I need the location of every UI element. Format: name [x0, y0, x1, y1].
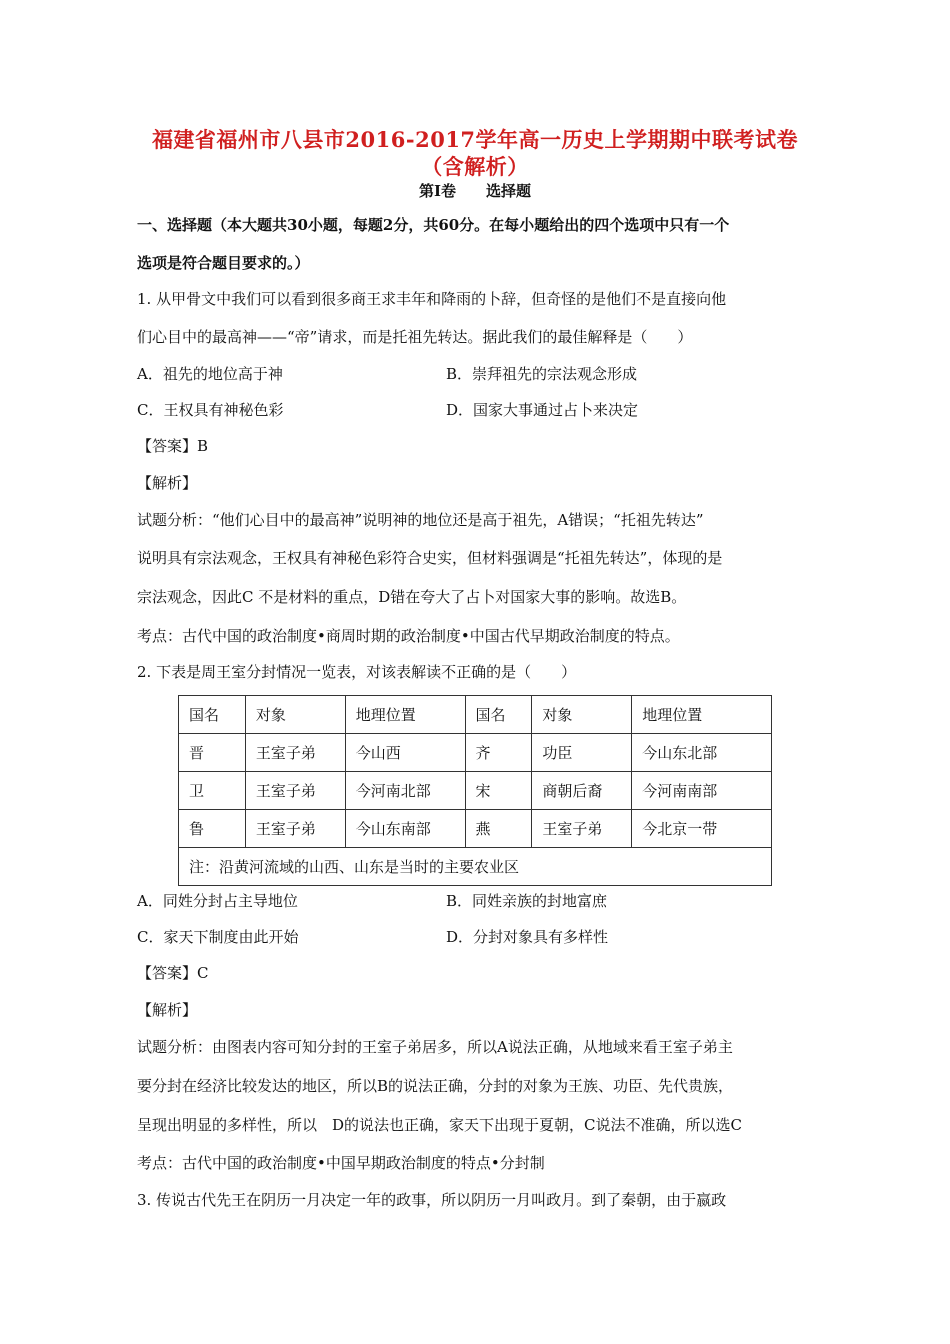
q2-analysis-line2: 要分封在经济比较发达的地区，所以B的说法正确，分封的对象为王族、功臣、先代贵族，: [137, 1077, 734, 1095]
q1-stem-line2: 们心目中的最高神——“帝”请求，而是托祖先转达。据此我们的最佳解释是（ ）: [137, 328, 693, 346]
table-cell: 燕: [465, 810, 532, 848]
table-cell: 齐: [465, 734, 532, 772]
table-cell: 今北京一带: [632, 810, 772, 848]
table-header-cell: 对象: [532, 696, 632, 734]
table-header-cell: 国名: [465, 696, 532, 734]
q2-kaodian: 考点：古代中国的政治制度•中国早期政治制度的特点•分封制: [137, 1154, 545, 1172]
q1-analysis-label: 【解析】: [137, 474, 198, 492]
part-label: 第Ⅰ卷 选择题: [418, 182, 532, 200]
q1-analysis-line3: 宗法观念，因此C 不是材料的重点，D错在夸大了占卜对国家大事的影响。故选B。: [137, 588, 687, 606]
table-cell: 今山东北部: [632, 734, 772, 772]
fengjian-table: [178, 695, 772, 886]
q2-option-b: B．同姓亲族的封地富庶: [446, 892, 608, 910]
table-cell: 今河南南部: [632, 772, 772, 810]
table-cell: 王室子弟: [532, 810, 632, 848]
q2-answer: 【答案】C: [137, 964, 209, 982]
q2-analysis-line1: 试题分析：由图表内容可知分封的王室子弟居多，所以A说法正确，从地域来看王室子弟主: [137, 1038, 733, 1056]
q3-stem-line1: 3. 传说古代先王在阴历一月决定一年的政事，所以阴历一月叫政月。到了秦朝，由于嬴政: [137, 1191, 727, 1209]
table-note-row: [179, 848, 772, 886]
q2-stem: 2. 下表是周王室分封情况一览表，对该表解读不正确的是（ ）: [137, 663, 577, 681]
table-cell: 王室子弟: [245, 810, 345, 848]
table-cell: 王室子弟: [245, 772, 345, 810]
q1-option-d: D．国家大事通过占卜来决定: [446, 401, 639, 419]
table-cell: 今河南北部: [345, 772, 465, 810]
table-header-cell: 国名: [179, 696, 246, 734]
table-cell: 鲁: [179, 810, 246, 848]
table-row: [179, 810, 772, 848]
q2-option-c: C．家天下制度由此开始: [137, 928, 299, 946]
table-header-cell: 地理位置: [345, 696, 465, 734]
q1-answer: 【答案】B: [137, 437, 209, 455]
table-header-cell: 地理位置: [632, 696, 772, 734]
table-cell: 今山东南部: [345, 810, 465, 848]
table-cell: 宋: [465, 772, 532, 810]
q1-stem-line1: 1. 从甲骨文中我们可以看到很多商王求丰年和降雨的卜辞，但奇怪的是他们不是直接向他: [137, 290, 727, 308]
table-cell: 商朝后裔: [532, 772, 632, 810]
q1-kaodian: 考点：古代中国的政治制度•商周时期的政治制度•中国古代早期政治制度的特点。: [137, 627, 680, 645]
q1-option-c: C．王权具有神秘色彩: [137, 401, 284, 419]
table-note: 注：沿黄河流域的山西、山东是当时的主要农业区: [179, 848, 772, 886]
table-header-row: [179, 696, 772, 734]
table-cell: 晋: [179, 734, 246, 772]
table-row: [179, 734, 772, 772]
table-cell: 功臣: [532, 734, 632, 772]
q2-analysis-label: 【解析】: [137, 1001, 198, 1019]
q2-option-d: D．分封对象具有多样性: [446, 928, 609, 946]
q1-option-b: B．崇拜祖先的宗法观念形成: [446, 365, 638, 383]
table-cell: 王室子弟: [245, 734, 345, 772]
q1-analysis-line2: 说明具有宗法观念，王权具有神秘色彩符合史实，但材料强调是“托祖先转达”，体现的是: [137, 549, 723, 567]
q1-analysis-line1: 试题分析：“他们心目中的最高神”说明神的地位还是高于祖先，A错误；“托祖先转达”: [137, 511, 704, 529]
q1-option-a: A．祖先的地位高于神: [137, 365, 283, 383]
q2-option-a: A．同姓分封占主导地位: [137, 892, 298, 910]
q2-analysis-line3: 呈现出明显的多样性，所以 D的说法也正确，家天下出现于夏朝，C说法不准确，所以选C: [137, 1116, 742, 1134]
table-cell: 今山西: [345, 734, 465, 772]
table-cell: 卫: [179, 772, 246, 810]
doc-title-line1: 福建省福州市八县市2016-2017学年高一历史上学期期中联考试卷: [151, 127, 799, 152]
table-row: [179, 772, 772, 810]
table-header-cell: 对象: [245, 696, 345, 734]
doc-title-line2: （含解析）: [421, 154, 529, 179]
section-heading-line2: 选项是符合题目要求的。）: [137, 254, 310, 272]
section-heading-line1: 一、选择题（本大题共30小题，每题2分，共60分。在每小题给出的四个选项中只有一个: [137, 216, 730, 234]
